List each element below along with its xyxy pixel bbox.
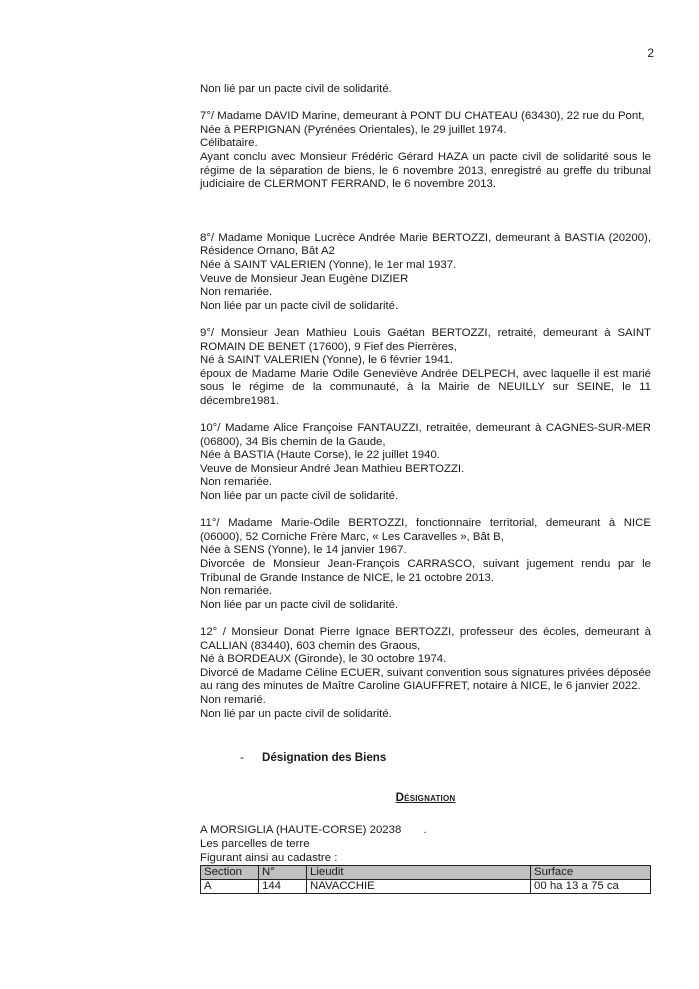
header-section: Section: [201, 866, 259, 880]
party-line: Née à SENS (Yonne), le 14 janvier 1967.: [200, 544, 407, 557]
party-line: Non remariée.: [200, 286, 273, 299]
party-line: 12° / Monsieur Donat Pierre Ignace BERTOZZI, professeur des écoles, demeurant à CALLIAN (83440), 603 chemin des Graous,: [200, 625, 651, 652]
party-line: Non liée par un pacte civil de solidarité.: [200, 299, 399, 312]
section-heading-title: Désignation des Biens: [262, 751, 387, 765]
property-location: A MORSIGLIA (HAUTE-CORSE) 20238 .: [200, 824, 427, 837]
sub-heading: Désignation: [395, 790, 456, 804]
header-number: N°: [259, 866, 307, 880]
header-lieudit: Lieudit: [307, 866, 531, 880]
header-surface: Surface: [531, 866, 651, 880]
cadastre-table: [200, 865, 651, 894]
property-description: Les parcelles de terre: [200, 837, 310, 850]
cell-number: 144: [259, 880, 307, 894]
section-heading: [200, 751, 651, 765]
party-7: [200, 110, 651, 192]
document-body: [200, 83, 651, 894]
property-intro: [200, 824, 651, 865]
party-line: Veuve de Monsieur André Jean Mathieu BERTOZZI.: [200, 462, 465, 475]
party-line: Divorcée de Monsieur Jean-François CARRASCO, suivant jugement rendu par le Tribunal de Grande Instance de NICE, le 21 octobre 2013.: [200, 558, 651, 584]
cell-surface: 00 ha 13 a 75 ca: [531, 880, 651, 894]
party-line: 11°/ Madame Marie-Odile BERTOZZI, fonctionnaire territorial, demeurant à NICE (06000), 52 Corniche Frère Marc, « Les Caravelles », Bât B,: [200, 517, 651, 543]
party-10: [200, 422, 651, 504]
cell-lieudit: NAVACCHIE: [307, 880, 531, 894]
cell-section: A: [201, 880, 259, 894]
party-line: Non liée par un pacte civil de solidarité.: [200, 598, 399, 611]
party-12: [200, 626, 651, 721]
table-header-row: [201, 866, 651, 880]
party-line: Née à BASTIA (Haute Corse), le 22 juillet 1940.: [200, 449, 440, 462]
cadastre-intro: Figurant ainsi au cadastre :: [200, 851, 338, 864]
page-number: 2: [647, 46, 654, 60]
party-line: Né à SAINT VALERIEN (Yonne), le 6 février 1941.: [200, 354, 454, 367]
party-11: [200, 517, 651, 612]
party-line: Née à SAINT VALERIEN (Yonne), le 1er mal 1937.: [200, 258, 457, 271]
party-line: Non remariée.: [200, 476, 273, 489]
intro-line: Non lié par un pacte civil de solidarité.: [200, 83, 392, 95]
table-row: [201, 880, 651, 894]
party-line: Non remarié.: [200, 693, 266, 706]
party-line: 9°/ Monsieur Jean Mathieu Louis Gaétan BERTOZZI, retraité, demeurant à SAINT ROMAIN DE BENET (17600), 9 Fief des Pierrères,: [200, 326, 651, 353]
party-line: Divorcé de Madame Céline ECUER, suivant convention sous signatures privées déposée au rang des minutes de Maître Caroline GIAUFFRET, notaire à NICE, le 6 janvier 2022.: [200, 666, 651, 693]
party-line: Veuve de Monsieur Jean Eugène DIZIER: [200, 272, 409, 285]
party-line: Née à PERPIGNAN (Pyrénées Orientales), le 29 juillet 1974.: [200, 123, 507, 136]
party-9: [200, 327, 651, 409]
party-line: 7°/ Madame DAVID Marine, demeurant à PONT DU CHATEAU (63430), 22 rue du Pont,: [200, 110, 645, 123]
party-8: [200, 232, 651, 314]
party-line: Né à BORDEAUX (Gironde), le 30 octobre 1974.: [200, 653, 447, 666]
party-line: 10°/ Madame Alice Françoise FANTAUZZI, retraitée, demeurant à CAGNES-SUR-MER (06800), 34 Bis chemin de la Gaude,: [200, 422, 651, 448]
party-line: Non liée par un pacte civil de solidarité.: [200, 490, 399, 503]
party-line: époux de Madame Marie Odile Geneviève Andrée DELPECH, avec laquelle il est marié sous le régime de la communauté, à la Mairie de NEUILLY sur SEINE, le 11 décembre1981.: [200, 367, 651, 407]
party-line: Non lié par un pacte civil de solidarité.: [200, 707, 392, 720]
party-line: 8°/ Madame Monique Lucrèce Andrée Marie BERTOZZI, demeurant à BASTIA (20200), Résidence Ornano, Bât A2: [200, 231, 651, 258]
party-line: Ayant conclu avec Monsieur Frédéric Gérard HAZA un pacte civil de solidarité sous le régime de la séparation de biens, le 6 novembre 2013, enregistré au greffe du tribunal judiciaire de CLERMONT FERRAND, le 6 novembre 2013.: [200, 150, 651, 191]
party-line: Non remariée.: [200, 585, 273, 598]
bullet-dash: -: [240, 751, 244, 765]
party-line: Célibataire.: [200, 137, 258, 150]
